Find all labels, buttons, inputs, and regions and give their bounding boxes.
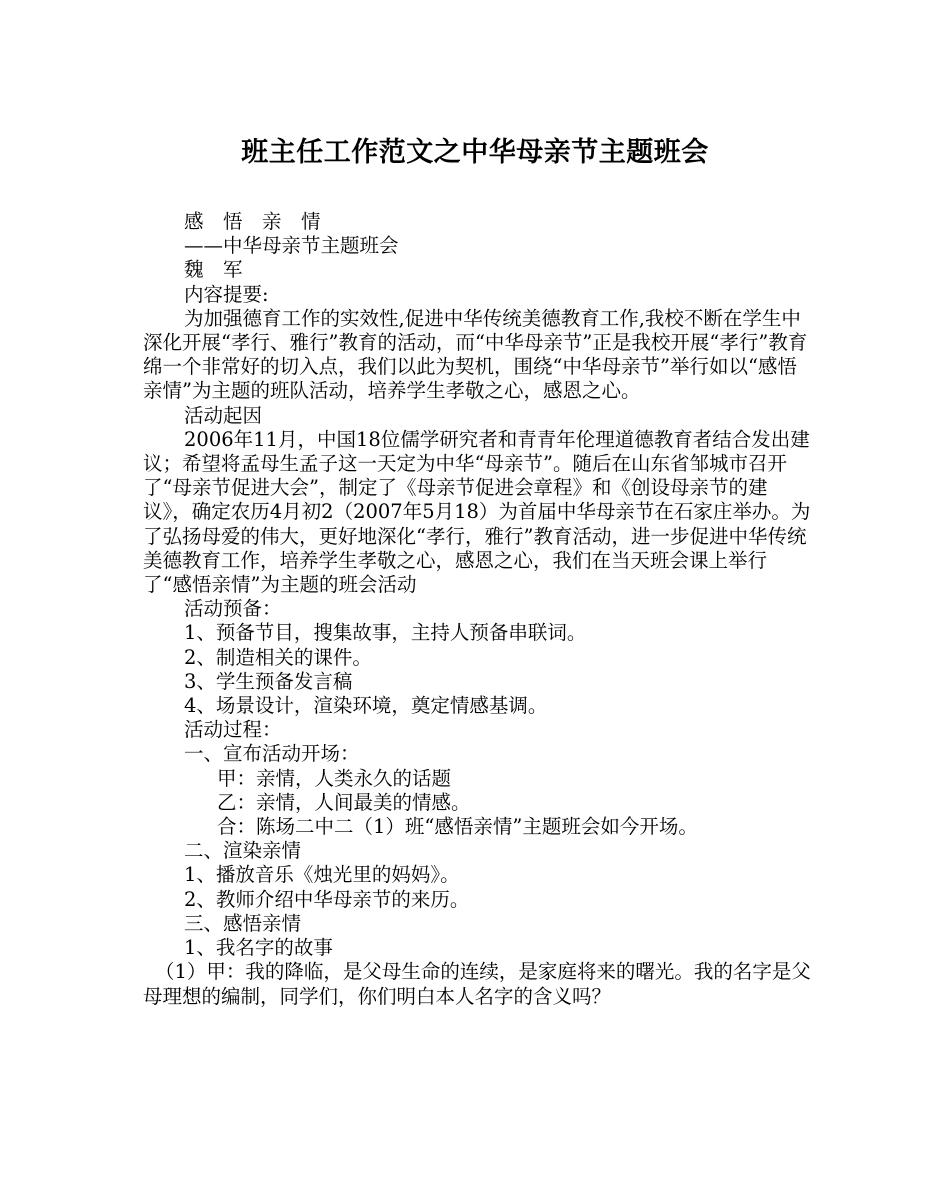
paragraph-summary-label: 内容提要: xyxy=(184,282,269,306)
paragraph-prep-4: 4、场景设计，渲染环境，奠定情感基调。 xyxy=(184,694,548,718)
paragraph-section-3: 三、感悟亲情 xyxy=(184,911,302,935)
paragraph-author: 魏 军 xyxy=(184,258,243,282)
paragraph-section-2-item-2: 2、教师介绍中华母亲节的来历。 xyxy=(184,887,470,911)
paragraph-prep-2: 2、制造相关的课件。 xyxy=(184,645,372,669)
paragraph-origin: 2006年11月，中国18位儒学研究者和青青年伦理道德教育者结合发出建议；希望将孟母生孟子这一天定为中华“母亲节”。随后在山东省邹城市召开了“母亲节促进大会”，制定了《母亲节促进会章程》和《创设母亲节的建议》，确定农历4月初2（2007年5月18）为首届中华母亲节在石家庄举办。为了弘扬母爱的伟大，更好地深化“孝行，雅行”教育活动，进一步促进中华传统美德教育工作，培养学生孝敬之心，感恩之心，我们在当天班会课上举行了“感悟亲情”为主题的班会活动 xyxy=(143,427,811,597)
paragraph-summary: 为加强德育工作的实效性,促进中华传统美德教育工作,我校不断在学生中深化开展“孝行、雅行”教育的活动，而“中华母亲节”正是我校开展“孝行”教育绵一个非常好的切入点，我们以此为契机，围绕“中华母亲节”举行如以“感悟亲情”为主题的班队活动，培养学生孝敬之心，感恩之心。 xyxy=(143,306,808,403)
document-title: 班主任工作范文之中华母亲节主题班会 xyxy=(241,137,709,168)
paragraph-dialogue-b: 乙：亲情，人间最美的情感。 xyxy=(217,790,471,814)
paragraph-dialogue-together: 合：陈场二中二（1）班“感悟亲情”主题班会如今开场。 xyxy=(217,815,698,839)
paragraph-dialogue-a: 甲：亲情，人类永久的话题 xyxy=(217,766,452,790)
document-body xyxy=(143,210,813,1009)
paragraph-prep-1: 1、预备节目，搜集故事，主持人预备串联词。 xyxy=(184,621,587,645)
paragraph-heading: 感 悟 亲 情 xyxy=(184,210,321,233)
paragraph-subtitle: ——中华母亲节主题班会 xyxy=(184,234,399,258)
paragraph-prep-label: 活动预备： xyxy=(184,597,282,621)
paragraph-origin-label: 活动起因 xyxy=(184,403,263,427)
paragraph-section-3-item-1: 1、我名字的故事 xyxy=(184,936,333,960)
paragraph-prep-3: 3、学生预备发言稿 xyxy=(184,669,353,693)
paragraph-process-label: 活动过程： xyxy=(184,718,282,742)
paragraph-section-3-item-1-detail: （1）甲：我的降临，是父母生命的连续，是家庭将来的曙光。我的名字是父母理想的编制，同学们，你们明白本人名字的含义吗？ xyxy=(143,960,811,1008)
paragraph-section-2-item-1: 1、播放音乐《烛光里的妈妈》。 xyxy=(184,863,460,887)
paragraph-section-1: 一、宣布活动开场： xyxy=(184,742,360,766)
paragraph-section-2: 二、渲染亲情 xyxy=(184,839,302,863)
